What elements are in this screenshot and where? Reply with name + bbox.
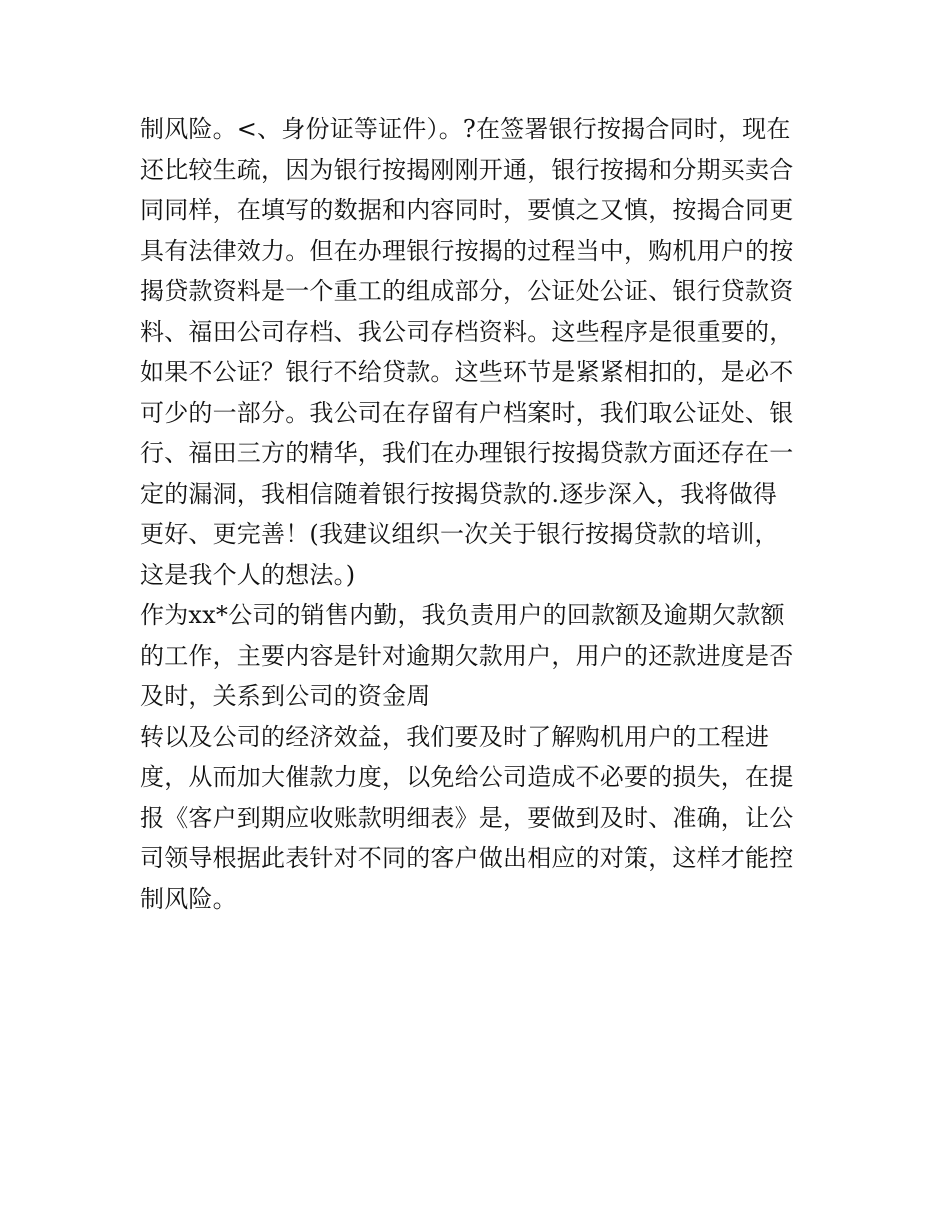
paragraph-collection-control bbox=[140, 717, 820, 920]
text-line: 及时，关系到公司的资金周 bbox=[140, 682, 431, 710]
text-line: 的工作，主要内容是针对逾期欠款用户，用户的还款进度是否 bbox=[140, 641, 794, 670]
text-line: 行、福田三方的精华，我们在办理银行按揭贷款方面还存在一 bbox=[140, 439, 794, 467]
text-line: 度，从而加大催款力度，以免给公司造成不必要的损失，在提 bbox=[140, 763, 794, 791]
text-line: 制风险。 bbox=[140, 884, 237, 913]
text-line: 揭贷款资料是一个重工的组成部分，公证处公证、银行贷款资 bbox=[140, 277, 794, 305]
text-line: 转以及公司的经济效益，我们要及时了解购机用户的工程进 bbox=[140, 722, 770, 751]
text-line: 作为xx*公司的销售内勤，我负责用户的回款额及逾期欠款额 bbox=[140, 601, 785, 629]
text-line: 这是我个人的想法。) bbox=[140, 560, 356, 589]
text-line: 制风险。<、身份证等证件）。?在签署银行按揭合同时，现在 bbox=[140, 115, 791, 143]
text-line: 如果不公证？银行不给贷款。这些环节是紧紧相扣的，是必不 bbox=[140, 358, 794, 386]
paragraph-bank-mortgage bbox=[140, 109, 820, 595]
text-line: 更好、更完善！(我建议组织一次关于银行按揭贷款的培训， bbox=[140, 520, 779, 548]
text-line: 可少的一部分。我公司在存留有户档案时，我们取公证处、银 bbox=[140, 398, 794, 427]
document-body bbox=[140, 109, 820, 919]
text-line: 定的漏洞，我相信随着银行按揭贷款的.逐步深入，我将做得 bbox=[140, 479, 778, 508]
text-line: 还比较生疏，因为银行按揭刚刚开通，银行按揭和分期买卖合 bbox=[140, 155, 794, 184]
text-line: 料、福田公司存档、我公司存档资料。这些程序是很重要的， bbox=[140, 317, 794, 346]
text-line: 同同样，在填写的数据和内容同时，要慎之又慎，按揭合同更 bbox=[140, 196, 794, 224]
paragraph-sales-duties bbox=[140, 595, 820, 717]
text-line: 报《客户到期应收账款明细表》是，要做到及时、准确，让公 bbox=[140, 803, 794, 832]
text-line: 司领导根据此表针对不同的客户做出相应的对策，这样才能控 bbox=[140, 844, 794, 872]
text-line: 具有法律效力。但在办理银行按揭的过程当中，购机用户的按 bbox=[140, 236, 794, 265]
